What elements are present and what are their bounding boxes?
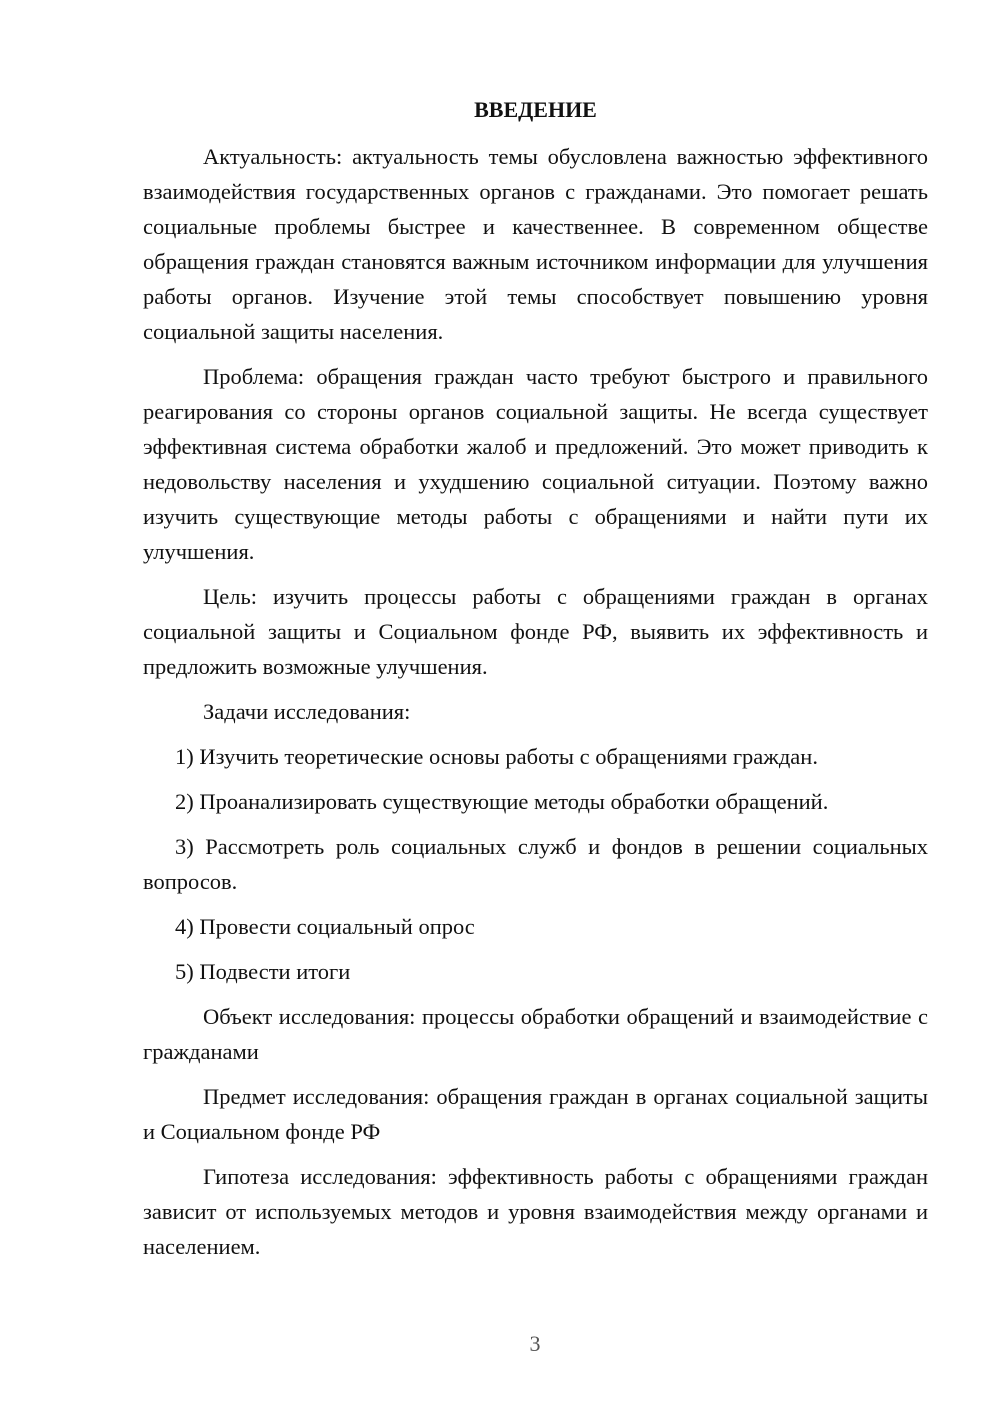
section-title: ВВЕДЕНИЕ: [474, 97, 597, 122]
tasks-heading: Задачи исследования:: [203, 699, 411, 724]
paragraph-goal: Цель: изучить процессы работы с обращениями граждан в органах социальной защиты и Социальном фонде РФ, выявить их эффективность и предложить возможные улучшения.: [143, 584, 928, 679]
task-item-3: 3) Рассмотреть роль социальных служб и фондов в решении социальных вопросов.: [143, 834, 928, 894]
paragraph-hypothesis: Гипотеза исследования: эффективность работы с обращениями граждан зависит от используемых методов и уровня взаимодействия между органами и населением.: [143, 1164, 928, 1259]
task-item-2: 2) Проанализировать существующие методы обработки обращений.: [175, 789, 829, 814]
paragraph-relevance: Актуальность: актуальность темы обусловлена важностью эффективного взаимодействия государственных органов с гражданами. Это помогает решать социальные проблемы быстрее и качественнее. В современном обществе обращения граждан становятся важным источником информации для улучшения работы органов. Изучение этой темы способствует повышению уровня социальной защиты населения.: [143, 144, 928, 344]
page-number: 3: [529, 1331, 541, 1356]
task-item-4: 4) Провести социальный опрос: [175, 914, 475, 939]
task-item-1: 1) Изучить теоретические основы работы с обращениями граждан.: [175, 744, 818, 769]
paragraph-problem: Проблема: обращения граждан часто требуют быстрого и правильного реагирования со стороны органов социальной защиты. Не всегда существует эффективная система обработки жалоб и предложений. Это может приводить к недовольству населения и ухудшению социальной ситуации. Поэтому важно изучить существующие методы работы с обращениями и найти пути их улучшения.: [143, 364, 928, 564]
paragraph-subject: Предмет исследования: обращения граждан в органах социальной защиты и Социальном фонде РФ: [143, 1084, 928, 1144]
paragraph-object: Объект исследования: процессы обработки обращений и взаимодействие с гражданами: [143, 1004, 928, 1064]
document-page: [143, 92, 928, 1274]
task-item-5: 5) Подвести итоги: [175, 959, 351, 984]
